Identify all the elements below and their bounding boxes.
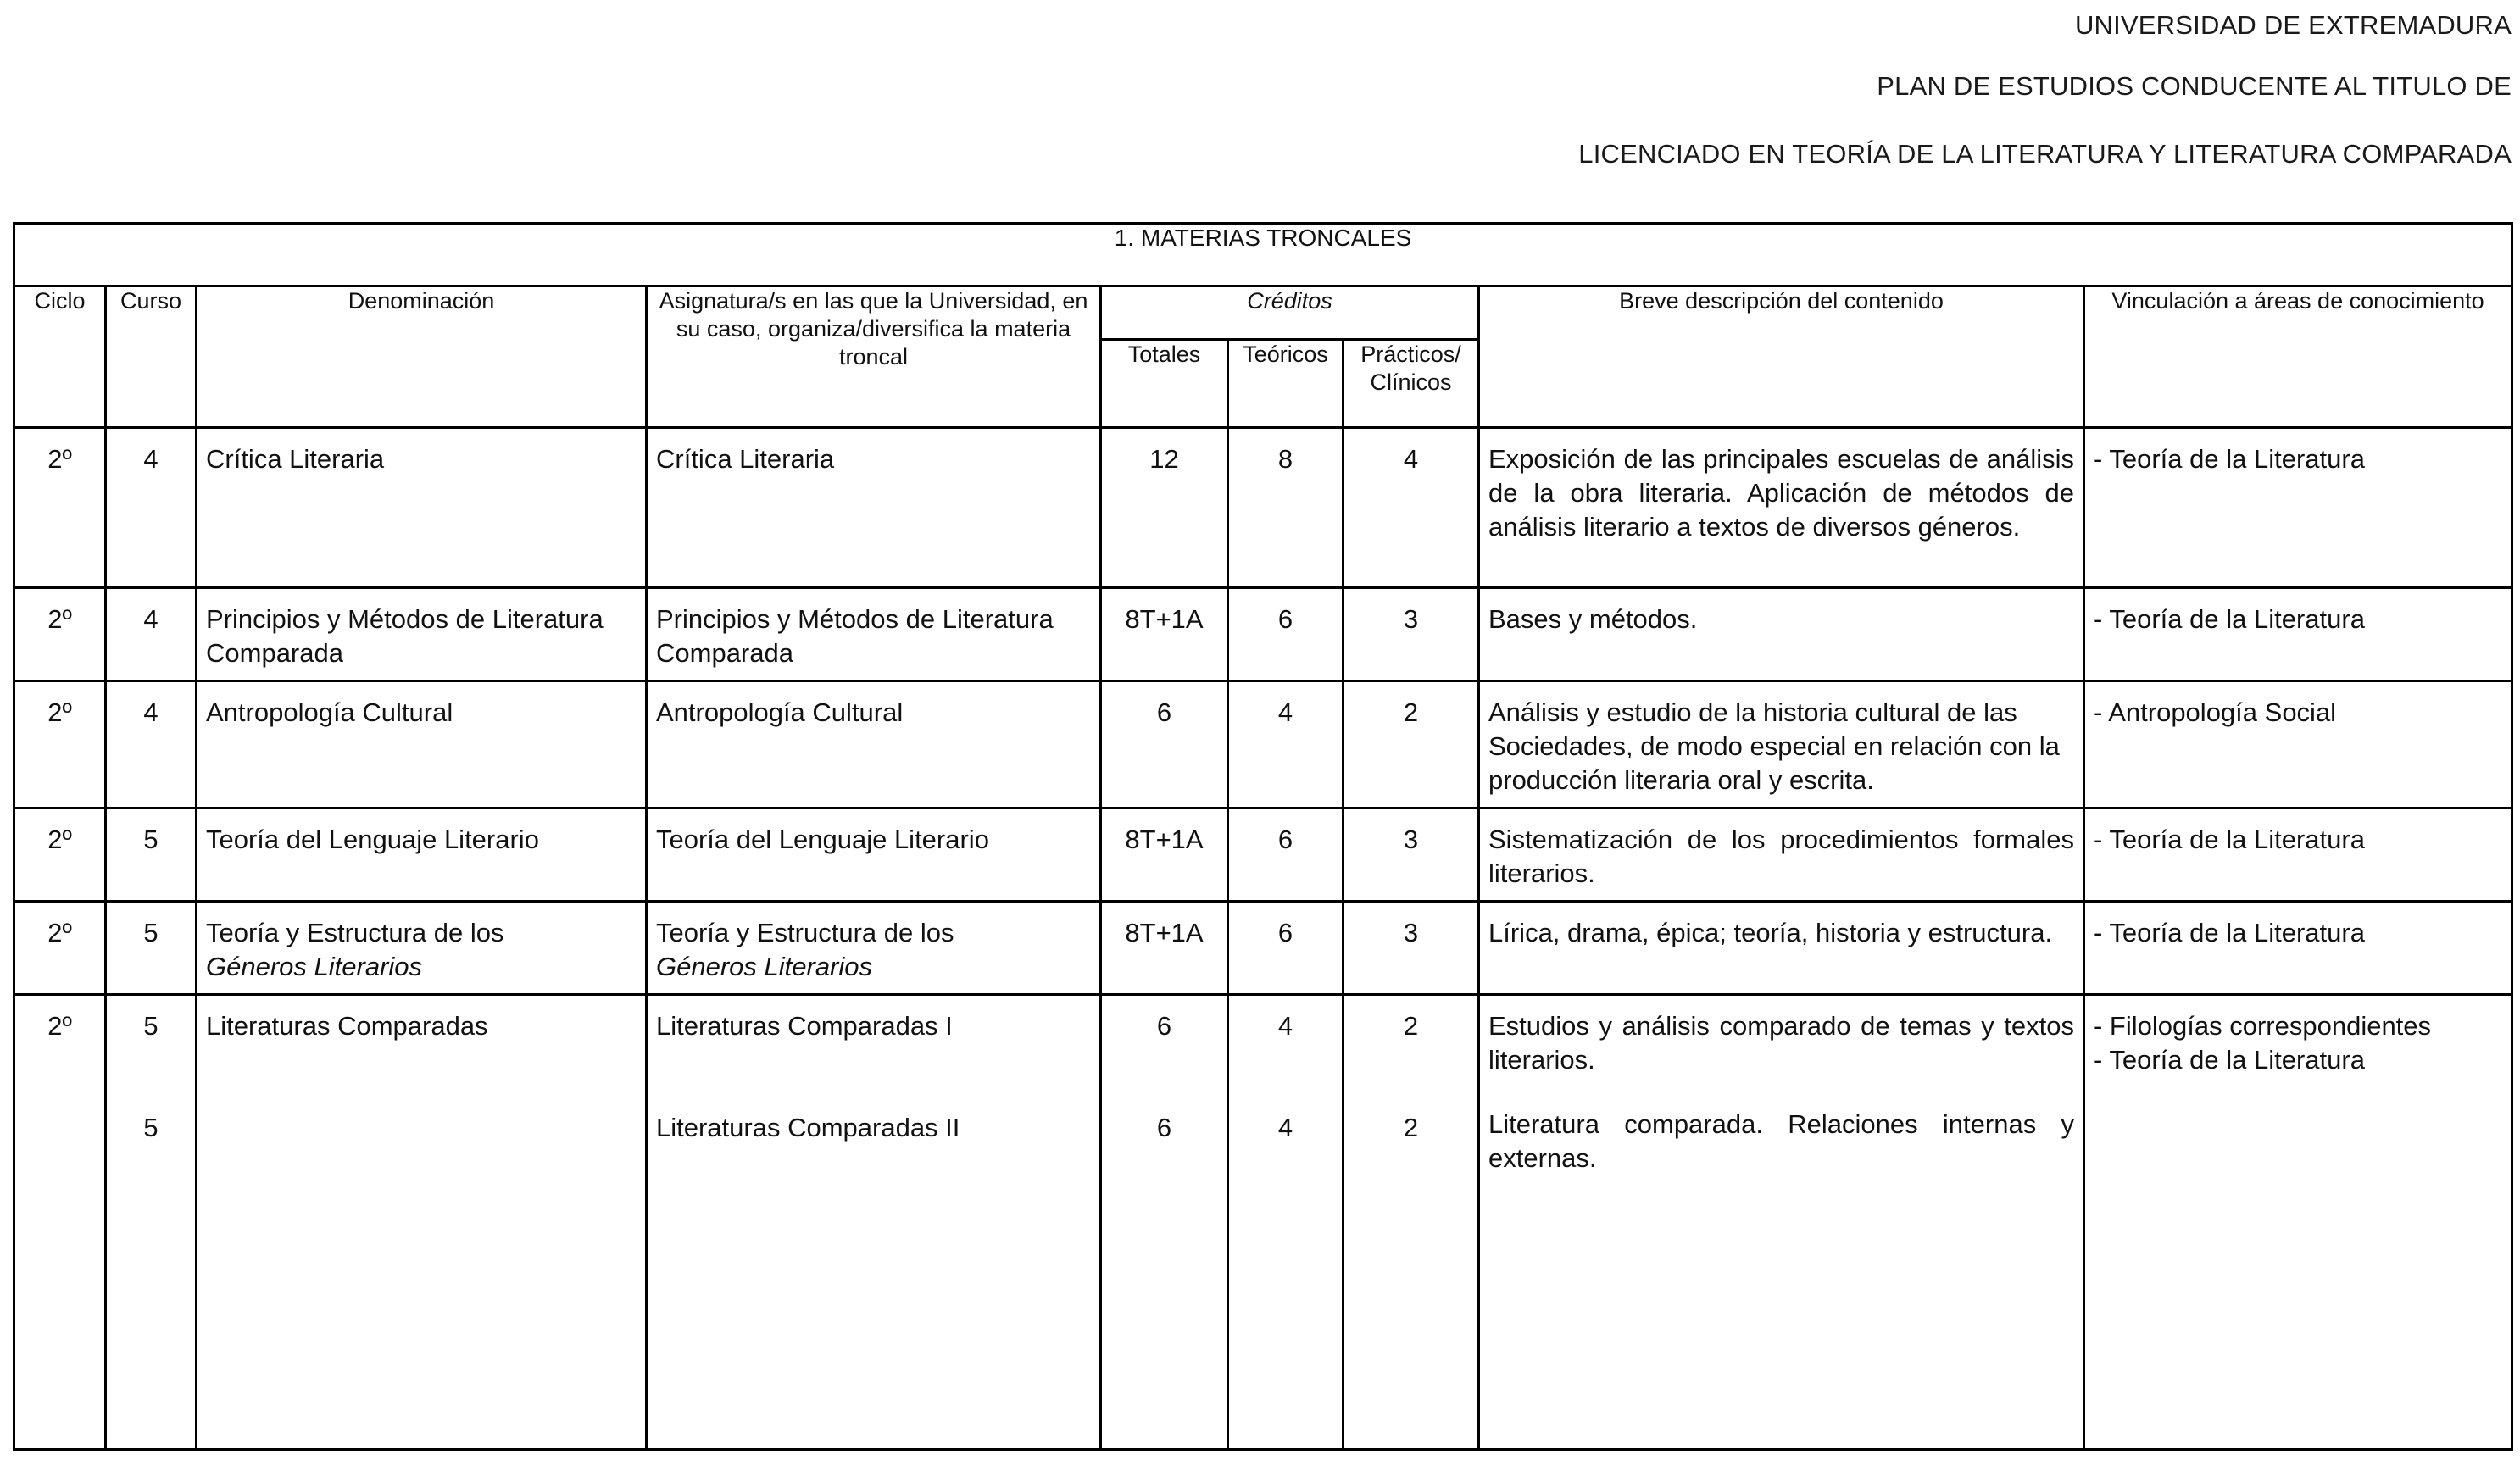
practicos-value: 2 [1403,1011,1419,1042]
cell-descripcion: Sistematización de los procedimientos formales literarios. [1488,824,2074,888]
col-header-ciclo: Ciclo [14,286,106,428]
cell-totales: 8T+1A [1125,918,1204,948]
table-row [14,808,2512,901]
cell-totales: 6 [1156,697,1172,727]
materias-troncales-table [13,222,2513,1451]
cell-curso: 5 [143,918,159,948]
descripcion-value: Estudios y análisis comparado de temas y textos literarios. [1488,1011,2074,1075]
cell-practicos: 3 [1403,603,1419,634]
table-row [14,995,2512,1450]
col-header-vinculacion: Vinculación a áreas de conocimiento [2084,286,2512,428]
cell-teoricos: 8 [1277,444,1293,475]
cell-teoricos [1229,996,1342,1145]
header-university: UNIVERSIDAD DE EXTREMADURA [2074,10,2512,40]
cell-denominacion: Principios y Métodos de Literatura Comparada [206,603,604,668]
cell-denominacion [197,903,645,984]
cell-denominacion: Literaturas Comparadas [206,1011,488,1042]
cell-vinculacion: - Teoría de la Literatura [2094,444,2365,475]
table-row [14,587,2512,680]
cell-curso: 5 [143,824,159,854]
vinculacion-value: - Teoría de la Literatura [2094,1045,2365,1075]
cell-denominacion: Antropología Cultural [206,697,453,727]
cell-descripcion [1480,996,2083,1175]
col-header-creditos: Créditos [1101,286,1479,340]
col-header-curso: Curso [106,286,197,428]
totales-value: 6 [1156,1113,1172,1143]
cell-curso: 4 [143,603,159,634]
col-header-denominacion: Denominación [197,286,647,428]
cell-teoricos: 4 [1277,697,1293,727]
table-row [14,680,2512,808]
cell-ciclo: 2º [47,444,72,475]
cell-practicos: 3 [1403,918,1419,948]
asignatura-line: Teoría y Estructura de los [656,918,954,948]
cell-curso [107,996,195,1145]
cell-asignatura: Antropología Cultural [656,697,904,727]
cell-practicos: 3 [1403,824,1419,854]
cell-ciclo: 2º [47,697,72,727]
col-header-practicos: Prácticos/ Clínicos [1343,340,1479,428]
vinculacion-value: - Filologías correspondientes [2094,1011,2432,1042]
cell-denominacion: Teoría del Lenguaje Literario [206,824,539,854]
cell-descripcion: Análisis y estudio de la historia cultural de las Sociedades, de modo especial en relación con la producción literaria oral y escrita. [1488,697,2060,795]
cell-teoricos: 6 [1277,918,1293,948]
cell-practicos [1344,996,1477,1145]
col-header-teoricos: Teóricos [1228,340,1343,428]
cell-descripcion: Exposición de las principales escuelas de análisis de la obra literaria. Aplicación de métodos de análisis literario a textos de diversos géneros. [1488,444,2074,542]
cell-descripcion: Lírica, drama, épica; teoría, historia y estructura. [1488,918,2053,948]
cell-asignatura: Crítica Literaria [656,444,835,475]
cell-vinculacion: - Teoría de la Literatura [2094,603,2365,634]
cell-vinculacion: - Antropología Social [2094,697,2337,727]
cell-curso: 4 [143,444,159,475]
teoricos-value: 4 [1277,1011,1293,1042]
cell-ciclo: 2º [47,603,72,634]
cell-vinculacion: - Teoría de la Literatura [2094,918,2365,948]
practicos-value: 2 [1403,1113,1419,1143]
descripcion-value: Literatura comparada. Relaciones internas y externas. [1488,1109,2074,1174]
cell-totales: 8T+1A [1125,824,1204,854]
header-degree: LICENCIADO EN TEORÍA DE LA LITERATURA Y LITERATURA COMPARADA [1578,139,2512,169]
cell-curso: 4 [143,697,159,727]
totales-value: 6 [1156,1011,1172,1042]
cell-vinculacion [2085,996,2511,1077]
cell-vinculacion: - Teoría de la Literatura [2094,824,2365,854]
col-header-descripcion: Breve descripción del contenido [1479,286,2084,428]
denominacion-line: Teoría y Estructura de los [206,918,504,948]
curso-value: 5 [143,1113,159,1143]
table-row [14,902,2512,995]
header-plan: PLAN DE ESTUDIOS CONDUCENTE AL TITULO DE [1877,71,2512,101]
asignatura-line-italic: Géneros Literarios [656,952,873,982]
asignatura-value: Literaturas Comparadas II [656,1113,960,1143]
table-row [14,428,2512,587]
cell-asignatura [648,996,1099,1145]
cell-asignatura: Principios y Métodos de Literatura Comparada [656,603,1054,668]
cell-descripcion: Bases y métodos. [1488,603,1698,634]
asignatura-value: Literaturas Comparadas I [656,1011,953,1042]
cell-ciclo: 2º [47,824,72,854]
table-title: 1. MATERIAS TRONCALES [14,224,2512,286]
cell-teoricos: 6 [1277,603,1293,634]
cell-denominacion: Crítica Literaria [206,444,385,475]
cell-teoricos: 6 [1277,824,1293,854]
cell-practicos: 2 [1403,697,1419,727]
denominacion-line-italic: Géneros Literarios [206,952,423,982]
col-header-asignatura: Asignatura/s en las que la Universidad, en su caso, organiza/diversifica la materia troncal [647,286,1101,428]
cell-totales [1102,996,1227,1145]
teoricos-value: 4 [1277,1113,1293,1143]
curso-value: 5 [143,1011,159,1042]
cell-ciclo: 2º [47,1011,72,1042]
cell-asignatura: Teoría del Lenguaje Literario [656,824,989,854]
cell-totales: 8T+1A [1125,603,1204,634]
cell-totales: 12 [1149,444,1179,475]
cell-asignatura [648,903,1099,984]
cell-practicos: 4 [1403,444,1419,475]
col-header-totales: Totales [1101,340,1228,428]
cell-ciclo: 2º [47,918,72,948]
